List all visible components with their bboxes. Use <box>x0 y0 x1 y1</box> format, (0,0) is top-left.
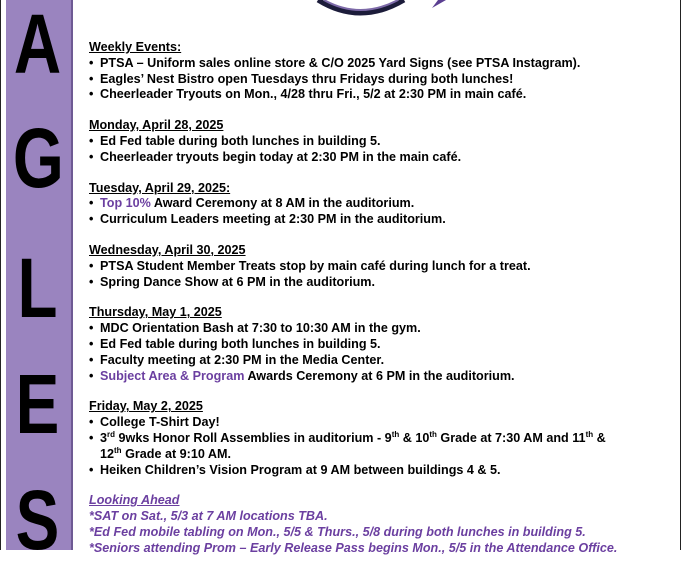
wednesday-section <box>89 243 669 290</box>
looking-ahead-section <box>89 493 669 556</box>
wednesday-heading: Wednesday, April 30, 2025 <box>89 242 246 257</box>
list-item: • Ed Fed table during both lunches in building 5. <box>89 337 669 353</box>
friday-section <box>89 399 669 478</box>
list-item: • PTSA Student Member Treats stop by main café during lunch for a treat. <box>89 259 669 275</box>
top-ten-highlight: Top 10% <box>100 196 151 211</box>
announcements-content <box>89 40 669 572</box>
list-item: • MDC Orientation Bash at 7:30 to 10:30 AM in the gym. <box>89 321 669 337</box>
ordinal-suffix: rd <box>107 429 116 439</box>
thursday-section <box>89 305 669 384</box>
looking-ahead-heading: Looking Ahead <box>89 493 180 508</box>
banner-letter-e: E <box>15 357 60 451</box>
banner-letter-a: A <box>13 0 62 91</box>
subject-area-highlight: Subject Area & Program <box>100 368 245 383</box>
list-item-text: & <box>593 430 606 445</box>
ordinal-number: 11 <box>572 430 586 445</box>
ordinal-number: 3 <box>100 430 108 445</box>
list-item: • Curriculum Leaders meeting at 2:30 PM in the auditorium. <box>89 212 669 228</box>
monday-section <box>89 118 669 165</box>
eagles-sidebar-banner <box>6 0 73 567</box>
monday-heading: Monday, April 28, 2025 <box>89 118 224 133</box>
list-item-text: & <box>399 430 416 445</box>
list-item: • Spring Dance Show at 6 PM in the auditorium. <box>89 275 669 291</box>
list-item-text: 9wks Honor Roll Assemblies in auditorium - <box>115 430 385 445</box>
weekly-events-heading: Weekly Events: <box>89 40 182 54</box>
list-item-text: Grade at 9:10 AM. <box>121 446 231 461</box>
list-item: • Heiken Children’s Vision Program at 9 AM between buildings 4 & 5. <box>89 463 669 479</box>
list-item-text: Grade at 7:30 AM and <box>436 430 573 445</box>
list-item: • College T-Shirt Day! <box>89 415 669 431</box>
list-item: • Ed Fed table during both lunches in building 5. <box>89 134 669 150</box>
list-item-text: Award Ceremony at 8 AM in the auditorium. <box>150 196 415 211</box>
list-item: *Seniors attending Prom – Early Release Pass begins Mon., 5/5 in the Attendance Office. <box>89 540 618 555</box>
thursday-heading: Thursday, May 1, 2025 <box>89 305 222 320</box>
list-item: • PTSA – Uniform sales online store & C/O 2025 Yard Signs (see PTSA Instagram). <box>89 56 669 72</box>
list-item: • Faculty meeting at 2:30 PM in the Media Center. <box>89 353 669 369</box>
list-item: • Eagles’ Nest Bistro open Tuesdays thru Fridays during both lunches! <box>89 72 669 88</box>
ordinal-suffix: th <box>391 429 400 439</box>
list-item-text: Awards Ceremony at 6 PM in the auditorium. <box>244 368 515 383</box>
ordinal-number: 10 <box>415 430 430 445</box>
list-item <box>89 369 669 385</box>
banner-letter-s: S <box>15 473 60 567</box>
list-item: *Ed Fed mobile tabling on Mon., 5/5 & Thurs., 5/8 during both lunches in building 5. <box>89 524 586 539</box>
ordinal-number: 12 <box>100 446 115 461</box>
weekly-events-section <box>89 40 669 103</box>
banner-letter-l: L <box>17 241 58 335</box>
ordinal-suffix: th <box>585 429 594 439</box>
ordinal-suffix: th <box>429 429 437 439</box>
ordinal-suffix: th <box>114 445 122 455</box>
honor-roll-item <box>89 431 669 463</box>
tuesday-section <box>89 181 669 228</box>
friday-heading: Friday, May 2, 2025 <box>89 399 203 414</box>
list-item <box>89 196 669 212</box>
list-item: *SAT on Sat., 5/3 at 7 AM locations TBA. <box>89 509 328 524</box>
list-item: • Cheerleader tryouts begin today at 2:30 PM in the main café. <box>89 150 669 166</box>
tuesday-heading: Tuesday, April 29, 2025: <box>89 180 231 195</box>
ordinal-number: 9 <box>384 430 392 445</box>
list-item: • Cheerleader Tryouts on Mon., 4/28 thru Fri., 5/2 at 2:30 PM in main café. <box>89 87 669 103</box>
banner-letter-g: G <box>12 111 64 205</box>
